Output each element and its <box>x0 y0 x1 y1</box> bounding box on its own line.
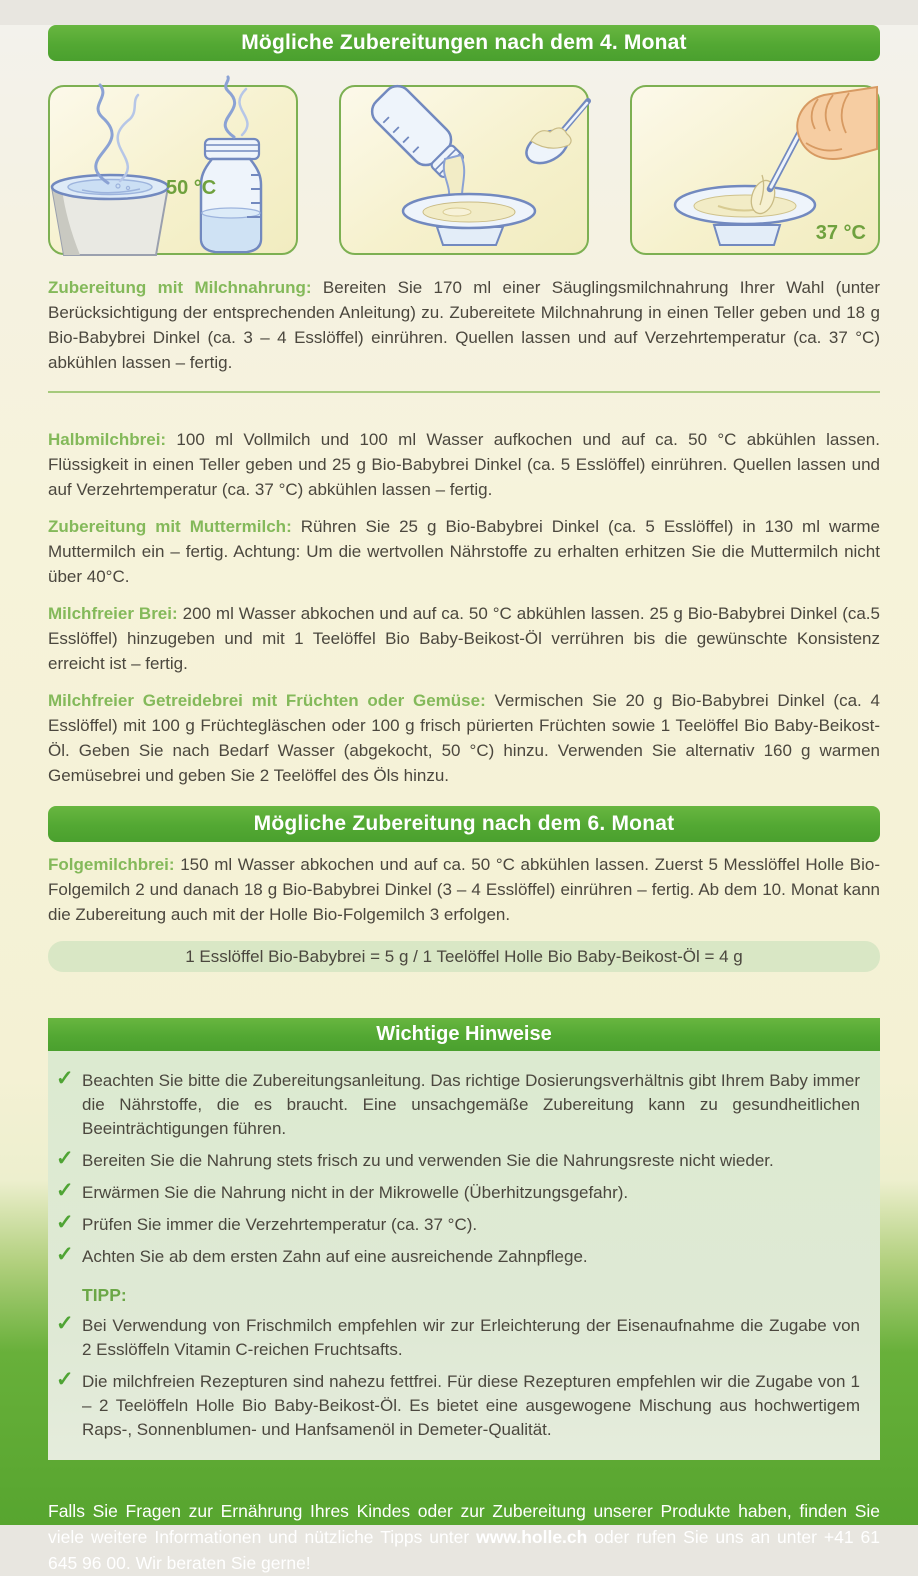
checkmark-icon: ✓ <box>56 1067 74 1090</box>
note-item-text: Erwärmen Sie die Nahrung nicht in der Mikrowelle (Überhitzungsgefahr). <box>82 1183 629 1202</box>
tipp-item <box>56 1370 860 1442</box>
tipp-item-text: Die milchfreien Rezepturen sind nahezu fettfrei. Für diese Rezepturen empfehlen wir die Zugabe von 1 – 2 Teelöffeln Holle Bio Baby-Beikost-Öl. Es bietet eine ausgewogene Mischung aus hochwertigem Raps-, Sonnenblumen- und Hanfsamenöl in Demeter-Qualität. <box>82 1372 860 1439</box>
paragraph-folgemilchbrei-lead: Folgemilchbrei: <box>48 855 175 874</box>
tipp-item <box>56 1314 860 1362</box>
paragraph-milchnahrung-lead: Zubereitung mit Milchnahrung: <box>48 278 312 297</box>
paragraph-getreidebrei <box>48 688 880 788</box>
checkmark-icon: ✓ <box>56 1243 74 1266</box>
note-item <box>56 1213 860 1237</box>
section-banner-month6: Mögliche Zubereitung nach dem 6. Monat <box>48 806 880 842</box>
checkmark-icon: ✓ <box>56 1312 74 1335</box>
preparation-illustrations <box>48 85 880 255</box>
note-item-text: Beachten Sie bitte die Zubereitungsanleitung. Das richtige Dosierungsverhältnis gibt Ihrem Baby immer die Nährstoffe, die es braucht. Eine unsachgemäße Zubereitung kann zu gesundheitlichen Beeinträchtigungen führen. <box>82 1071 860 1138</box>
paragraph-folgemilchbrei-text: 150 ml Wasser abkochen und auf ca. 50 °C abkühlen lassen. Zuerst 5 Messlöffel Holle Bio-Folgemilch 2 und danach 18 g Bio-Babybrei Dinkel (3 – 4 Esslöffel) einrühren – fertig. Ab dem 10. Monat kann die Zubereitung auch mit der Holle Bio-Folgemilch 3 erfolgen. <box>48 855 880 924</box>
paragraph-milchfreier-brei-lead: Milchfreier Brei: <box>48 604 178 623</box>
important-notes-title: Wichtige Hinweise <box>48 1018 880 1051</box>
note-item-text: Prüfen Sie immer die Verzehrtemperatur (ca. 37 °C). <box>82 1215 478 1234</box>
important-notes-box <box>48 1018 880 1460</box>
checkmark-icon: ✓ <box>56 1211 74 1234</box>
section-banner-month4: Mögliche Zubereitungen nach dem 4. Monat <box>48 25 880 61</box>
paragraph-folgemilchbrei <box>48 852 880 927</box>
temperature-label-50c: 50 °C <box>166 177 217 199</box>
paragraph-halbmilchbrei-lead: Halbmilchbrei: <box>48 430 167 449</box>
paragraph-halbmilchbrei-text: 100 ml Vollmilch und 100 ml Wasser aufkochen und auf ca. 50 °C abkühlen lassen. Flüssigkeit in einen Teller geben und 25 g Bio-Babybrei Dinkel (ca. 5 Esslöffel) einrühren. Quellen lassen und auf Verzehrtemperatur (ca. 37 °C) abkühlen lassen – fertig. <box>48 430 880 499</box>
paragraph-muttermilch-text: Rühren Sie 25 g Bio-Babybrei Dinkel (ca. 5 Esslöffel) in 130 ml warme Muttermilch ein – fertig. Achtung: Um die wertvollen Nährstoffe zu erhalten erhitzen Sie die Muttermilch nicht über 40°C. <box>48 517 880 586</box>
tipp-heading: TIPP: <box>82 1285 127 1305</box>
website-url: www.holle.ch <box>476 1527 588 1547</box>
tipp-item-text: Bei Verwendung von Frischmilch empfehlen wir zur Erleichterung der Eisenaufnahme die Zugabe von 2 Esslöffeln Vitamin C-reichen Fruchtsafts. <box>82 1316 860 1359</box>
note-item <box>56 1181 860 1205</box>
contact-text-before: Falls Sie Fragen zur Ernährung Ihres Kindes oder zur Zubereitung unserer Produkte haben, finden Sie viele weitere Informationen und nützliche Tipps unter <box>48 1501 880 1547</box>
paragraph-milchfreier-brei <box>48 601 880 676</box>
pouring-bottle-drawing <box>341 87 586 252</box>
temperature-label-37c: 37 °C <box>815 222 866 244</box>
illustration-stirring <box>630 85 880 255</box>
paragraph-milchnahrung <box>48 275 880 375</box>
contact-info-text <box>48 1498 880 1576</box>
panel-content <box>0 25 918 1576</box>
note-item-text: Bereiten Sie die Nahrung stets frisch zu und verwenden Sie die Nahrungsreste nicht wieder. <box>82 1151 774 1170</box>
paragraph-halbmilchbrei <box>48 427 880 502</box>
paragraph-milchfreier-brei-text: 200 ml Wasser abkochen und auf ca. 50 °C abkühlen lassen. 25 g Bio-Babybrei Dinkel (ca.5 Esslöffel) hinzugeben und mit 1 Teelöffel Bio Baby-Beikost-Öl verrühren bis die gewünschte Konsistenz erreicht ist – fertig. <box>48 604 880 673</box>
measurement-equivalence-bar: 1 Esslöffel Bio-Babybrei = 5 g / 1 Teelöffel Holle Bio Baby-Beikost-Öl = 4 g <box>48 941 880 972</box>
contact-text-after: oder rufen Sie uns an unter +41 61 645 96 00. Wir beraten Sie gerne! <box>48 1527 880 1573</box>
checkmark-icon: ✓ <box>56 1179 74 1202</box>
paragraph-muttermilch-lead: Zubereitung mit Muttermilch: <box>48 517 292 536</box>
checkmark-icon: ✓ <box>56 1368 74 1391</box>
important-notes-body <box>48 1051 880 1460</box>
note-item <box>56 1069 860 1141</box>
section-divider <box>48 391 880 393</box>
note-item-text: Achten Sie ab dem ersten Zahn auf eine ausreichende Zahnpflege. <box>82 1247 588 1266</box>
checkmark-icon: ✓ <box>56 1147 74 1170</box>
note-item <box>56 1245 860 1269</box>
pot-and-bottle-drawing <box>50 87 295 252</box>
note-item <box>56 1149 860 1173</box>
paragraph-getreidebrei-text: Vermischen Sie 20 g Bio-Babybrei Dinkel (ca. 4 Esslöffel) mit 100 g Früchtegläschen oder 100 g frisch pürierten Früchten sowie 1 Teelöffel Bio Baby-Beikost-Öl. Geben Sie nach Bedarf Wasser (abgekocht, 50 °C) hinzu. Verwenden Sie alternativ 160 g warmen Gemüsebrei und geben Sie 2 Teelöffel des Öls hinzu. <box>48 691 880 785</box>
paragraph-getreidebrei-lead: Milchfreier Getreidebrei mit Früchten oder Gemüse: <box>48 691 486 710</box>
illustration-pouring-milk <box>339 85 589 255</box>
illustration-heating-water <box>48 85 298 255</box>
package-back-panel <box>0 25 918 1573</box>
paragraph-milchnahrung-text: Bereiten Sie 170 ml einer Säuglingsmilchnahrung Ihrer Wahl (unter Berücksichtigung der entsprechenden Anleitung) zu. Zubereitete Milchnahrung in einen Teller geben und 18 g Bio-Babybrei Dinkel (ca. 3 – 4 Esslöffel) einrühren. Quellen lassen und auf Verzehrtemperatur (ca. 37 °C) abkühlen lassen – fertig. <box>48 278 881 372</box>
paragraph-muttermilch <box>48 514 880 589</box>
